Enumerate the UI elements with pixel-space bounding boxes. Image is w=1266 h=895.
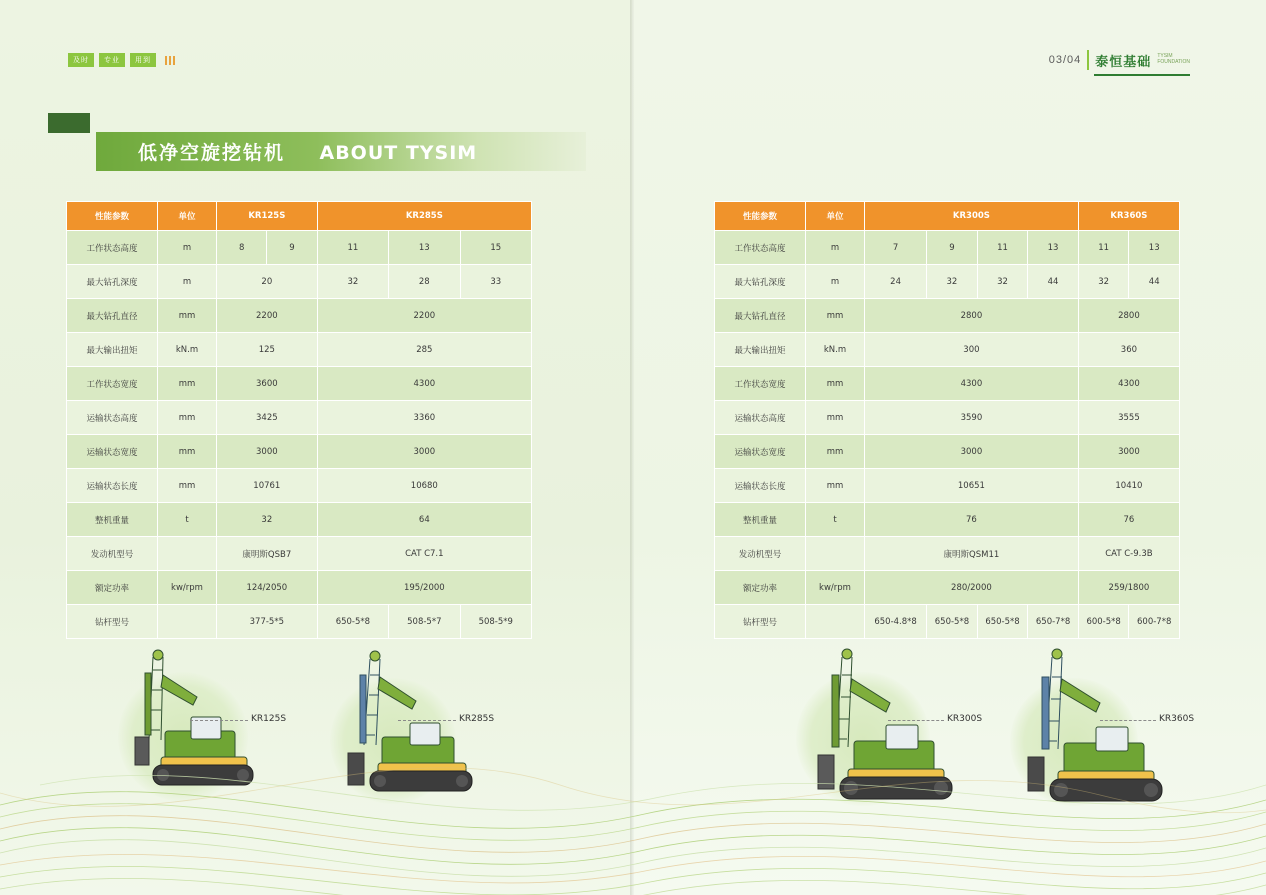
table-cell-value: 377-5*5 (217, 605, 318, 639)
table-cell-unit: kN.m (806, 333, 865, 367)
table-cell-label: 运输状态宽度 (715, 435, 806, 469)
table-cell-value: 8 (217, 231, 267, 265)
table-cell-unit: m (806, 231, 865, 265)
table-cell-label: 运输状态长度 (67, 469, 158, 503)
table-cell-unit: mm (806, 435, 865, 469)
banner-bar (96, 132, 586, 171)
table-row (67, 435, 532, 469)
table-cell-label: 运输状态高度 (715, 401, 806, 435)
table-cell-value: 3425 (217, 401, 318, 435)
table-cell-value: 600-7*8 (1129, 605, 1180, 639)
banner-corner-tab (48, 113, 90, 133)
tagline (68, 53, 175, 67)
table-cell-value: 32 (927, 265, 978, 299)
page-title-en: ABOUT TYSIM (319, 142, 478, 164)
table-cell-value: 64 (317, 503, 531, 537)
table-cell-unit: m (806, 265, 865, 299)
tagline-chip-1: 及时 (68, 53, 94, 67)
table-cell-unit (158, 605, 217, 639)
table-cell-unit: m (158, 265, 217, 299)
table-cell-value: 24 (865, 265, 927, 299)
table-cell-value: 3000 (1078, 435, 1179, 469)
table-cell-value: 76 (865, 503, 1079, 537)
table-cell-value: 9 (927, 231, 978, 265)
table-row (715, 605, 1180, 639)
table-cell-label: 工作状态宽度 (67, 367, 158, 401)
table-cell-value: 195/2000 (317, 571, 531, 605)
table-cell-label: 钻杆型号 (67, 605, 158, 639)
table-cell-label: 发动机型号 (67, 537, 158, 571)
brand-block (1049, 50, 1190, 70)
table-header-param: 性能参数 (67, 202, 158, 231)
leader-line-kr300s (888, 720, 944, 721)
table-row (67, 571, 532, 605)
table-cell-value: 4300 (865, 367, 1079, 401)
table-row (67, 503, 532, 537)
table-cell-value: 20 (217, 265, 318, 299)
table-row (67, 401, 532, 435)
table-cell-label: 最大钻孔直径 (67, 299, 158, 333)
table-cell-value: 280/2000 (865, 571, 1079, 605)
table-row (715, 265, 1180, 299)
table-cell-unit: mm (806, 367, 865, 401)
brand-underline (1094, 74, 1190, 76)
table-row (715, 469, 1180, 503)
table-header-model: KR300S (865, 202, 1079, 231)
table-cell-value: 32 (977, 265, 1028, 299)
table-row (67, 231, 532, 265)
table-cell-label: 运输状态高度 (67, 401, 158, 435)
table-row (67, 537, 532, 571)
leader-line-kr360s (1100, 720, 1156, 721)
table-cell-value: 2800 (1078, 299, 1179, 333)
table-cell-unit: mm (806, 469, 865, 503)
table-cell-label: 整机重量 (67, 503, 158, 537)
machine-label-kr360s: KR360S (1159, 714, 1195, 724)
spec-table-right (714, 201, 1180, 639)
table-header-unit: 单位 (158, 202, 217, 231)
table-cell-value: 32 (217, 503, 318, 537)
table-cell-value: 10761 (217, 469, 318, 503)
table-cell-value: 11 (317, 231, 388, 265)
table-row (67, 299, 532, 333)
table-cell-unit (806, 537, 865, 571)
page-title (138, 138, 477, 165)
table-cell-value: 3000 (217, 435, 318, 469)
table-row (715, 503, 1180, 537)
table-cell-value: 10410 (1078, 469, 1179, 503)
table-row (715, 299, 1180, 333)
brand-name-en-1: TYSIM (1157, 53, 1173, 60)
table-cell-unit: m (158, 231, 217, 265)
table-row (67, 265, 532, 299)
table-cell-value: 13 (1028, 231, 1079, 265)
tagline-chip-3: 用到 (130, 53, 156, 67)
table-cell-value: 2200 (217, 299, 318, 333)
table-cell-value: 44 (1028, 265, 1079, 299)
table-cell-value: 3360 (317, 401, 531, 435)
table-cell-value: 康明斯QSM11 (865, 537, 1079, 571)
table-cell-label: 钻杆型号 (715, 605, 806, 639)
table-cell-label: 最大钻孔深度 (67, 265, 158, 299)
table-cell-unit: mm (158, 469, 217, 503)
table-cell-unit: mm (158, 435, 217, 469)
table-cell-unit: t (806, 503, 865, 537)
table-cell-value: 300 (865, 333, 1079, 367)
table-row (67, 605, 532, 639)
table-cell-unit (806, 605, 865, 639)
table-cell-value: 32 (317, 265, 388, 299)
table-cell-value: 7 (865, 231, 927, 265)
table-cell-unit (158, 537, 217, 571)
table-cell-label: 工作状态宽度 (715, 367, 806, 401)
table-cell-value: 650-5*8 (317, 605, 388, 639)
table-cell-unit: mm (806, 299, 865, 333)
table-cell-label: 运输状态宽度 (67, 435, 158, 469)
table-cell-unit: t (158, 503, 217, 537)
table-row (67, 333, 532, 367)
table-row (715, 401, 1180, 435)
table-row (715, 435, 1180, 469)
page-spine (630, 0, 634, 895)
table-row (67, 469, 532, 503)
table-cell-label: 最大输出扭矩 (715, 333, 806, 367)
leader-line-kr285s (398, 720, 456, 721)
table-cell-label: 额定功率 (67, 571, 158, 605)
table-cell-value: 650-7*8 (1028, 605, 1079, 639)
table-cell-value: 3600 (217, 367, 318, 401)
table-cell-value: 13 (389, 231, 460, 265)
machine-illustration-kr125s (105, 645, 285, 805)
table-cell-value: 3590 (865, 401, 1079, 435)
table-cell-value: 124/2050 (217, 571, 318, 605)
table-cell-label: 最大钻孔直径 (715, 299, 806, 333)
table-cell-value: 3000 (865, 435, 1079, 469)
table-cell-unit: kw/rpm (158, 571, 217, 605)
table-cell-value: 33 (460, 265, 531, 299)
table-cell-value: 3555 (1078, 401, 1179, 435)
table-cell-value: CAT C7.1 (317, 537, 531, 571)
table-cell-value: 15 (460, 231, 531, 265)
machine-label-kr285s: KR285S (459, 714, 495, 724)
table-header-model: KR360S (1078, 202, 1179, 231)
table-cell-label: 运输状态长度 (715, 469, 806, 503)
table-cell-value: 2800 (865, 299, 1079, 333)
page-number: 03/04 (1048, 54, 1082, 66)
machine-label-kr125s: KR125S (251, 714, 287, 724)
tagline-chip-2: 专业 (99, 53, 125, 67)
brand-name-cn: 泰恒基础 (1095, 53, 1152, 69)
table-cell-value: 11 (977, 231, 1028, 265)
table-header-param: 性能参数 (715, 202, 806, 231)
table-cell-unit: mm (158, 367, 217, 401)
table-row (715, 537, 1180, 571)
table-cell-label: 工作状态高度 (67, 231, 158, 265)
page-title-cn: 低净空旋挖钻机 (138, 142, 286, 164)
machine-label-kr300s: KR300S (947, 714, 983, 724)
table-cell-value: 32 (1078, 265, 1129, 299)
table-cell-value: 650-4.8*8 (865, 605, 927, 639)
section-banner (48, 113, 588, 171)
table-cell-value: 3000 (317, 435, 531, 469)
brand-name-en-2: FOUNDATION (1157, 59, 1190, 65)
table-cell-value: 508-5*9 (460, 605, 531, 639)
table-cell-value: 2200 (317, 299, 531, 333)
table-row (67, 367, 532, 401)
machine-illustration-kr285s (318, 645, 498, 805)
table-cell-unit: kN.m (158, 333, 217, 367)
table-cell-label: 发动机型号 (715, 537, 806, 571)
machine-illustration-kr300s (786, 645, 976, 815)
table-cell-value: 508-5*7 (389, 605, 460, 639)
table-row (715, 333, 1180, 367)
leader-line-kr125s (190, 720, 248, 721)
table-cell-label: 额定功率 (715, 571, 806, 605)
table-cell-value: 285 (317, 333, 531, 367)
table-cell-value: 10680 (317, 469, 531, 503)
table-cell-unit: mm (158, 401, 217, 435)
table-cell-value: 9 (267, 231, 317, 265)
table-cell-value: 10651 (865, 469, 1079, 503)
table-header-unit: 单位 (806, 202, 865, 231)
table-cell-value: 125 (217, 333, 318, 367)
table-cell-label: 工作状态高度 (715, 231, 806, 265)
table-cell-unit: mm (806, 401, 865, 435)
table-row (715, 571, 1180, 605)
table-cell-value: 360 (1078, 333, 1179, 367)
table-cell-value: 44 (1129, 265, 1180, 299)
table-cell-unit: kw/rpm (806, 571, 865, 605)
table-row (715, 367, 1180, 401)
table-cell-value: 11 (1078, 231, 1129, 265)
table-row (715, 231, 1180, 265)
table-cell-value: 4300 (317, 367, 531, 401)
table-cell-label: 最大钻孔深度 (715, 265, 806, 299)
table-cell-value: 259/1800 (1078, 571, 1179, 605)
tagline-bars-icon (165, 56, 175, 65)
table-cell-value: 650-5*8 (927, 605, 978, 639)
spec-table-left (66, 201, 532, 639)
machine-illustration-kr360s (998, 645, 1188, 815)
table-header-model: KR285S (317, 202, 531, 231)
table-cell-label: 最大输出扭矩 (67, 333, 158, 367)
table-cell-value: CAT C-9.3B (1078, 537, 1179, 571)
table-header-model: KR125S (217, 202, 318, 231)
table-cell-value: 4300 (1078, 367, 1179, 401)
table-cell-value: 康明斯QSB7 (217, 537, 318, 571)
brand-divider-icon (1087, 50, 1089, 70)
table-cell-value: 76 (1078, 503, 1179, 537)
table-cell-value: 600-5*8 (1078, 605, 1129, 639)
table-cell-value: 13 (1129, 231, 1180, 265)
table-cell-value: 650-5*8 (977, 605, 1028, 639)
table-cell-value: 28 (389, 265, 460, 299)
table-cell-label: 整机重量 (715, 503, 806, 537)
table-cell-unit: mm (158, 299, 217, 333)
